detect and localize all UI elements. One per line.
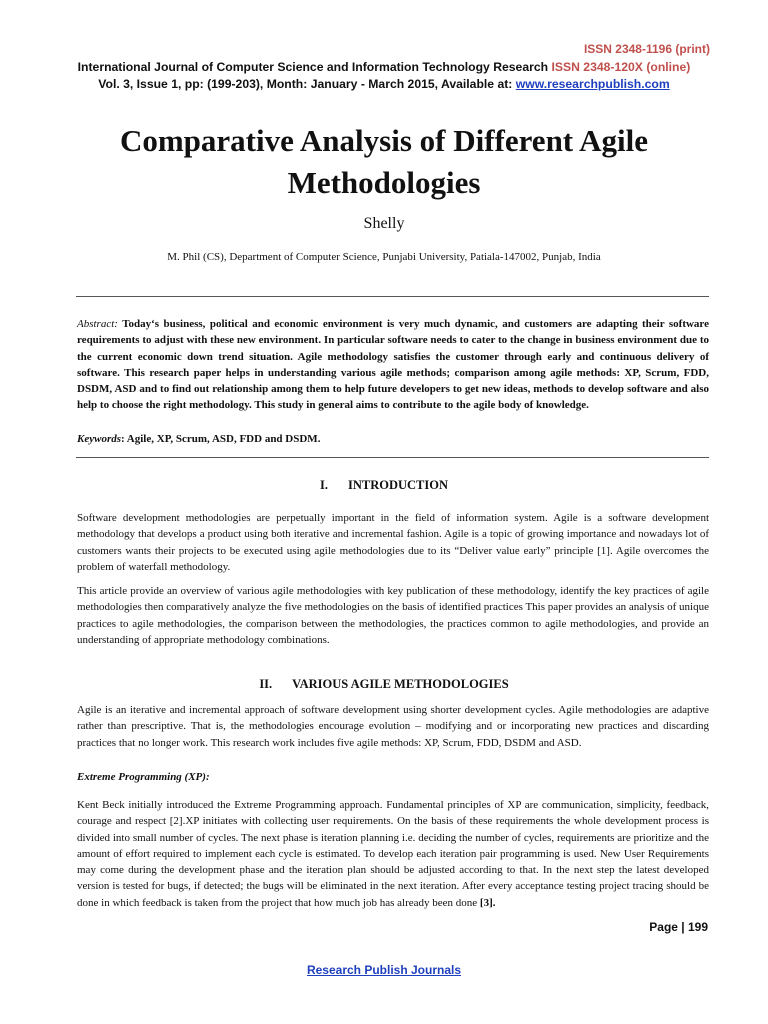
volume-info: Vol. 3, Issue 1, pp: (199-203), Month: January - March 2015, Available at: (98, 77, 513, 91)
page-number: Page | 199 (649, 920, 708, 934)
volume-line (0, 77, 768, 91)
website-link[interactable]: www.researchpublish.com (515, 77, 670, 91)
abstract (77, 316, 709, 414)
xp-text: Kent Beck initially introduced the Extreme Programming approach. Fundamental principles of XP are communication, simplicity, feedback, courage and respect [2].XP initiates with collecting user requirements. On the basis of these requirements the whole development process is divided into small number of cycles. The next phase is iteration planning i.e. deciding the number of cycles, requirements are prioritize and the amount of effort required to implement each cycle is estimated. To develop each iteration pair programming is used. New User Requirements may come during the development phase and the iteration plan should be adjusted according to that. In the next step the latest developed version is tested for bugs, if detected; the bugs will be eliminated in the next iteration. After every acceptance testing project tracing should be done in which feedback is taken from the project that how much job has already been done (77, 799, 709, 909)
keywords (77, 433, 709, 445)
section-title: INTRODUCTION (347, 478, 448, 492)
section-number: II. (259, 677, 273, 691)
methodologies-paragraph: Agile is an iterative and incremental approach of software development using shorter development cycles. Agile methodologies are adaptive rather than prescriptive. That is, the methodologies encourage evolution – modifying and or incorporating new practices and discarding practices that no longer work. This research work includes five agile methods: XP, Scrum, FDD, DSDM and ASD. (77, 704, 709, 749)
subsection-heading-xp: Extreme Programming (XP): (77, 771, 210, 783)
keywords-text: : Agile, XP, Scrum, ASD, FDD and DSDM. (121, 433, 321, 445)
xp-paragraph (77, 797, 709, 911)
author-name: Shelly (363, 215, 405, 232)
abstract-top-rule (76, 296, 709, 297)
section-heading-agile-methodologies (0, 677, 768, 692)
issn-print: ISSN 2348-1196 (print) (583, 42, 710, 56)
abstract-text: Today‘s business, political and economic environment is very much dynamic, and customers are adapting their software requirements to adjust with these new environment. In particular software needs to cater to the change in business environment due to the current economic down trend situation. Agile methodology satisfies the customer through early and continuous delivery of software. This research paper helps in understanding various agile methods; comparison among agile methods: XP, Scrum, FDD, DSDM, ASD and to find out relationship among them to help future developers to get new ideas, methods to develop software and also help to choose the right methodology. This study in general aims to contribute to the agile body of knowledge. (77, 318, 709, 412)
abstract-label: Abstract: (77, 318, 118, 330)
section-heading-introduction (0, 478, 768, 493)
keywords-label: Keywords (77, 433, 121, 445)
paper-title: Comparative Analysis of Different Agile Methodologies (119, 123, 649, 200)
publisher-link[interactable]: Research Publish Journals (306, 963, 462, 977)
section-title: VARIOUS AGILE METHODOLOGIES (292, 677, 509, 691)
intro-paragraph-2: This article provide an overview of various agile methodologies with key publication of these methodology, identify the key practices of agile methodologies then comparatively analyze the five methodologies on the basis of identified practices This paper provides an analysis of unique practices to agile methodologies, the comparison between the methodologies, the practices common to agile methodologies, and provide an understanding of appropriate methodology combinations. (77, 585, 709, 646)
abstract-bottom-rule (76, 457, 709, 458)
author-affiliation: M. Phil (CS), Department of Computer Science, Punjabi University, Patiala-147002, Punjab, India (167, 251, 601, 263)
journal-header (0, 60, 768, 74)
journal-name: International Journal of Computer Science and Information Technology Research (77, 60, 549, 74)
xp-citation: [3]. (479, 896, 496, 909)
footer-publisher (0, 963, 768, 977)
intro-paragraph-1: Software development methodologies are perpetually important in the field of information system. Agile is a software development methodology that develops a product using both iterative and incremental fashion. Agile is a topic of growing importance and nowadays lot of customers wants their projects to be executed using agile methodologies due to its “Deliver value early” principle [1]. Agile overcomes the problem of waterfall methodology. (77, 512, 709, 573)
issn-online: ISSN 2348-120X (online) (551, 60, 691, 74)
section-number: I. (319, 478, 328, 492)
